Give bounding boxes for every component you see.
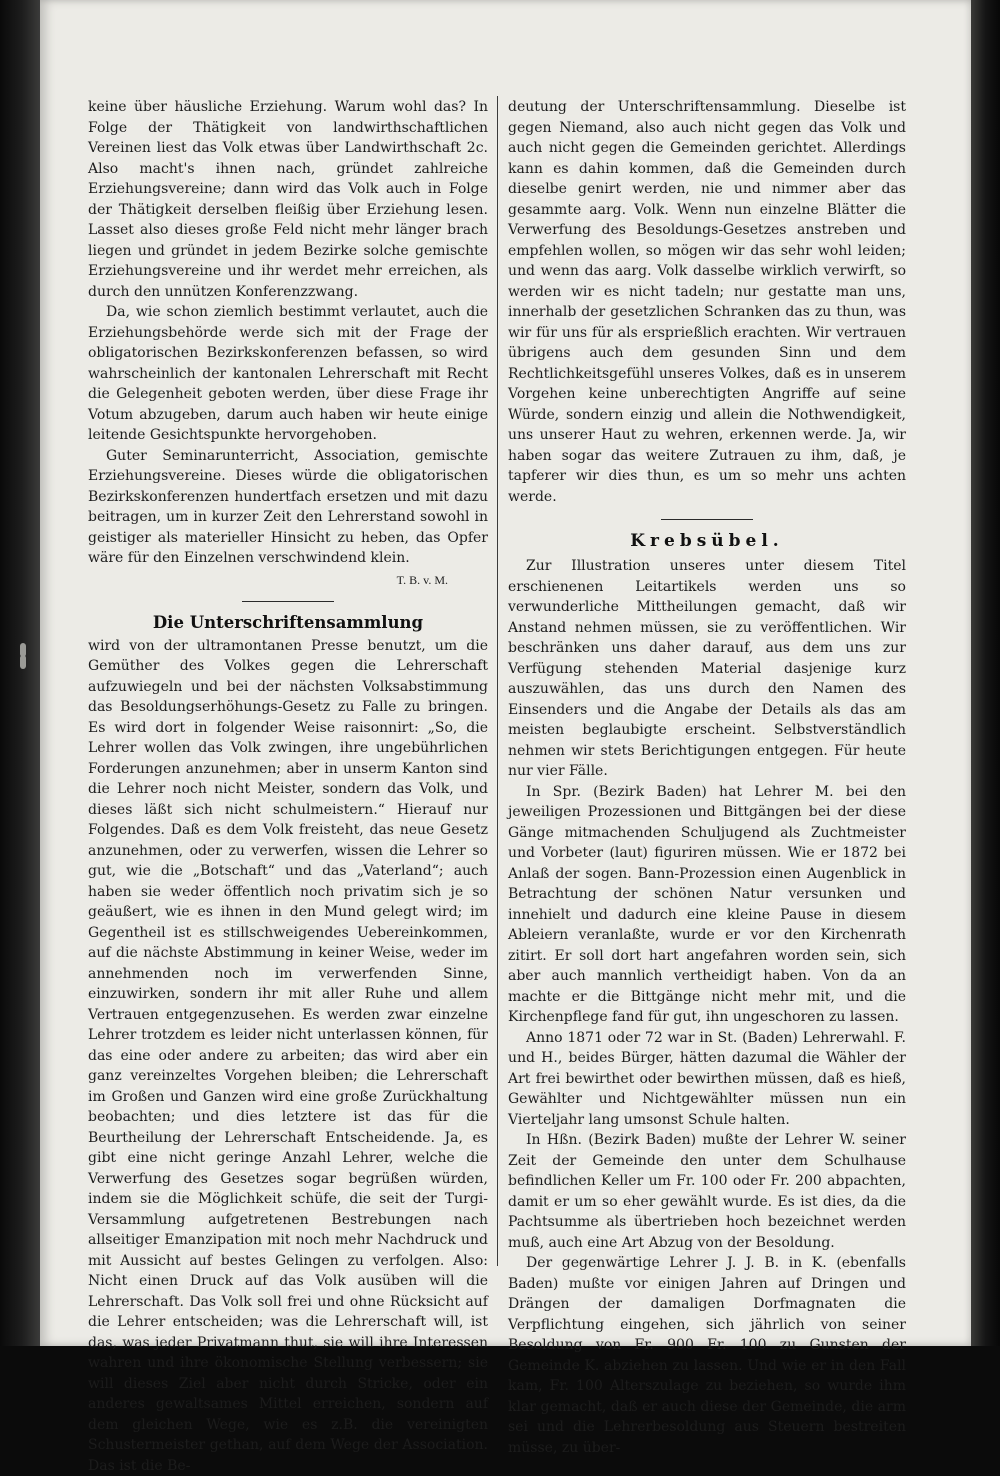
paragraph: Anno 1871 oder 72 war in St. (Baden) Lehrerwahl. F. und H., beides Bürger, hätten dazumal die Wähler der Art frei bewirthet oder bewirthen müssen, daß es hieß, Gewählter und Nichtgewählter müssen nun ein Vierteljahr lang umsonst Schule halten. (508, 1028, 906, 1131)
section-separator (242, 601, 334, 602)
binding-hole (20, 655, 26, 669)
paragraph: Da, wie schon ziemlich bestimmt verlautet, auch die Erziehungsbehörde werde sich mit der Frage der obligatorischen Bezirkskonferenzen befassen, so wird wahrscheinlich der kantonalen Lehrerschaft mit Recht die Gelegenheit geboten werden, über diese Frage ihr Votum abzugeben, darum auch haben wir heute einige leitende Gesichtspunkte hervorgehoben. (88, 302, 488, 446)
paragraph: In Spr. (Bezirk Baden) hat Lehrer M. bei den jeweiligen Prozessionen und Bittgängen bei der diese Gänge mitmachenden Schuljugend als Zuchtmeister und Vorbeter (laut) figuriren müssen. Wie er 1872 bei Anlaß der sogen. Bann-Prozession einen Augenblick in Betrachtung der schönen Natur versunken und innehielt und dadurch eine kleine Pause in diesem Ableiern veranlaßte, wurde er vor den Kirchenrath zitirt. Er soll dort hart angefahren worden sein, sich aber auch mannlich vertheidigt haben. Von da an machte er die Bittgänge nicht mehr mit, und die Kirchenpflege fand für gut, ihn ungeschoren zu lassen. (508, 782, 906, 1028)
section-separator (661, 519, 753, 520)
article-heading: Die Unterschriftensammlung (88, 612, 488, 634)
paragraph: wird von der ultramontanen Presse benutzt, um die Gemüther des Volkes gegen die Lehrerschaft aufzuwiegeln und bei der nächsten Volksabstimmung das Besoldungserhöhungs-Gesetz zu Falle zu bringen. Es wird dort in folgender Weise raisonnirt: „So, die Lehrer wollen das Volk zwingen, ihre ungebührlichen Forderungen anzunehmen; aber in unserm Kanton sind die Lehrer noch nicht Meister, sondern das Volk, und dieses läßt sich nicht schulmeistern.“ Hierauf nur Folgendes. Daß es dem Volk freisteht, das neue Gesetz anzunehmen, oder zu verwerfen, wissen die Lehrer so gut, wie die „Botschaft“ und das „Vaterland“; auch haben sie weder öffentlich noch privatim sich je so geäußert, wie es ihnen in den Mund gelegt wird; im Gegentheil ist es stillschweigendes Uebereinkommen, auf die nächste Abstimmung in keiner Weise, weder im annehmenden noch im verwerfenden Sinne, einzuwirken, sondern ihr mit aller Ruhe und allem Vertrauen entgegenzusehen. Es werden zwar einzelne Lehrer trotzdem es leider nicht unterlassen können, für das eine oder andere zu arbeiten; das wird aber ein ganz vereinzeltes Vorgehen bleiben; die Lehrerschaft im Großen und Ganzen wird eine große Zurückhaltung beobachten; und dies letztere ist das für die Beurtheilung der Lehrerschaft Entscheidende. Ja, es gibt eine nicht geringe Anzahl Lehrer, welche die Verwerfung des Gesetzes sogar begrüßen würden, indem sie die Möglichkeit schüfe, die seit der Turgi-Versammlung aufgetretenen Bestrebungen nach allseitiger Emanzipation mit noch mehr Nachdruck und mit Aussicht auf bestes Gelingen zu verfolgen. Also: Nicht einen Druck auf das Volk ausüben will die Lehrerschaft. Das Volk soll frei und ohne Rücksicht auf die Lehrer entscheiden; was die Lehrerschaft will, ist das, was jeder Privatmann thut, sie will ihre Interessen wahren und ihre ökonomische Stellung verbessern; sie will dieses Ziel aber nicht durch Stricke, oder ein anderes gewaltsames Mittel erreichen, sondern auf dem gleichen Wege, wie es z.B. die vereinigten Schustermeister gethan, auf dem Wege der Association. Das ist die Be- (88, 636, 488, 1476)
paragraph: deutung der Unterschriftensammlung. Dieselbe ist gegen Niemand, also auch nicht gegen das Volk und auch nicht gegen die Gemeinden gerichtet. Allerdings kann es dahin kommen, daß die Gemeinden durch dieselbe genirt werden, nie und nimmer aber das gesammte aarg. Volk. Wenn nun einzelne Blätter die Verwerfung des Besoldungs-Gesetzes anstreben und empfehlen wollen, so mögen wir das sehr wohl leiden; und wenn das aarg. Volk dasselbe wirklich verwirft, so werden wir es nicht tadeln; nur gestatte man uns, innerhalb der gesetzlichen Schranken das zu thun, was wir für uns für als ersprießlich erachten. Wir vertrauen übrigens auch dem gesunden Sinn und dem Rechtlichkeitsgefühl unseres Volkes, daß es in unserem Vorgehen keine unberechtigten Angriffe auf seine Würde, sondern einzig und allein die Nothwendigkeit, uns unserer Haut zu wehren, erkennen werde. Ja, wir haben sogar das weitere Zutrauen zu ihm, daß, je tapferer wir dies thun, es um so mehr uns achten werde. (508, 97, 906, 507)
right-column (508, 97, 906, 1458)
paragraph: keine über häusliche Erziehung. Warum wohl das? In Folge der Thätigkeit von landwirthschaftlichen Vereinen liest das Volk etwas über Landwirthschaft 2c. Also macht's ihnen nach, gründet zahlreiche Erziehungsvereine; dann wird das Volk auch in Folge der Thätigkeit derselben fleißig über Erziehung lesen. Lasset also dieses große Feld nicht mehr länger brach liegen und gründet in jedem Bezirke solche gemischte Erziehungsvereine und ihr werdet mehr erreichen, als durch den unnützen Konferenzzwang. (88, 97, 488, 302)
paragraph: Zur Illustration unseres unter diesem Titel erschienenen Leitartikels werden uns so verwunderliche Mittheilungen gemacht, daß wir Anstand nehmen müssen, sie zu veröffentlichen. Wir beschränken uns daher darauf, aus dem uns zur Verfügung stehenden Material dasjenige kurz auszuwählen, das uns durch den Namen des Einsenders und die Angabe der Details als das am meisten beglaubigte erscheint. Selbstverständlich nehmen wir stets Berichtigungen entgegen. Für heute nur vier Fälle. (508, 556, 906, 782)
author-signature: T. B. v. M. (88, 571, 448, 589)
article-heading: Krebsübel. (508, 530, 906, 552)
paragraph: Der gegenwärtige Lehrer J. J. B. in K. (ebenfalls Baden) mußte vor einigen Jahren auf Dringen und Drängen der damaligen Dorfmagnaten die Verpflichtung eingehen, sich jährlich von seiner Besoldung von Fr. 900 Fr. 100 zu Gunsten der Gemeinde K. abziehen zu lassen. Und wie er in den Fall kam, Fr. 100 Alterszulage zu beziehen, so wurde ihm klar gemacht, daß er auch diese der Gemeinde, die arm sei und die Lehrerbesoldung aus Steuern bestreiten müsse, zu über- (508, 1253, 906, 1458)
column-divider (497, 96, 498, 1266)
paragraph: In Hßn. (Bezirk Baden) mußte der Lehrer W. seiner Zeit der Gemeinde den unter dem Schulhause befindlichen Keller um Fr. 100 oder Fr. 200 abpachten, damit er um so eher gewählt wurde. Es ist dies, da die Pachtsumme als übertrieben hoch bezeichnet werden muß, auch eine Art Abzug von der Besoldung. (508, 1130, 906, 1253)
paragraph: Guter Seminarunterricht, Association, gemischte Erziehungsvereine. Dieses würde die obligatorischen Bezirkskonferenzen hundertfach ersetzen und mit dazu beitragen, um in kurzer Zeit den Lehrerstand sowohl in geistiger als materieller Hinsicht zu heben, das Opfer wäre für den Einzelnen verschwindend klein. (88, 446, 488, 569)
left-column (88, 97, 488, 1476)
binding-shadow-left (0, 0, 40, 1346)
page-edge-right (971, 0, 1000, 1346)
